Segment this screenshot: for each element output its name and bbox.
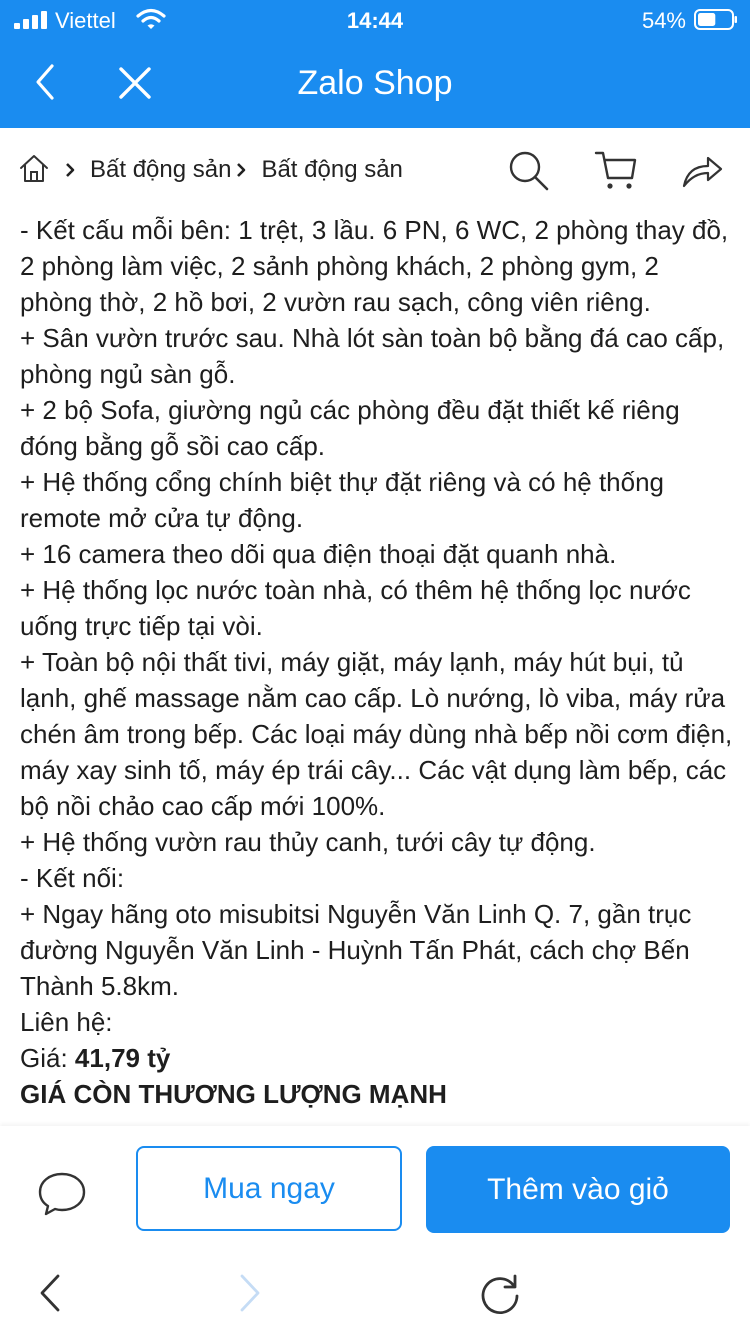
cart-icon[interactable] [594,148,638,192]
description-line: + Hệ thống cổng chính biệt thự đặt riêng và có hệ thống remote mở cửa tự động. [20,467,665,533]
description-line: + 16 camera theo dõi qua điện thoại đặt quanh nhà. [20,539,617,569]
description-line: + Sân vườn trước sau. Nhà lót sàn toàn bộ bằng đá cao cấp, phòng ngủ sàn gỗ. [20,323,725,389]
description-line: + Hệ thống vườn rau thủy canh, tưới cây tự động. [20,827,596,857]
breadcrumb-item-2[interactable]: Bất động sản [261,156,403,183]
description-line: + Hệ thống lọc nước toàn nhà, có thêm hệ thống lọc nước uống trực tiếp tại vòi. [20,575,691,641]
action-bar [0,1126,750,1244]
add-to-cart-button[interactable]: Thêm vào giỏ [426,1146,730,1233]
status-bar [0,0,750,40]
home-icon[interactable] [18,152,50,184]
chevron-left-icon[interactable] [36,1272,64,1314]
description-line: Liên hệ: [20,1007,113,1037]
battery-percent: 54% [641,8,686,33]
status-time: 14:44 [346,8,404,33]
negotiable-note: GIÁ CÒN THƯƠNG LƯỢNG MẠNH [20,1079,447,1109]
price-value: 41,79 tỷ [74,1043,171,1073]
search-icon[interactable] [506,148,550,192]
app-header [0,0,750,128]
breadcrumb-item-1[interactable]: Bất động sản [90,156,232,183]
buy-now-button[interactable]: Mua ngay [136,1146,402,1231]
carrier-name: Viettel [55,8,116,33]
nav-row [0,40,750,128]
breadcrumb [62,156,403,184]
chat-icon[interactable] [36,1168,88,1218]
reload-icon[interactable] [478,1272,522,1316]
description-line: - Kết cấu mỗi bên: 1 trệt, 3 lầu. 6 PN, 6 WC, 2 phòng thay đồ, 2 phòng làm việc, 2 sảnh phòng khách, 2 phòng gym, 2 phòng thờ, 2 hồ bơi, 2 vườn rau sạch, công viên riêng. [20,215,729,317]
price-label: Giá: [20,1043,75,1073]
battery-icon [694,9,738,30]
description-line: + 2 bộ Sofa, giường ngủ các phòng đều đặt thiết kế riêng đóng bằng gỗ sồi cao cấp. [20,395,680,461]
page-title: Zalo Shop [297,64,453,102]
description-line: - Kết nối: [20,863,125,893]
browser-toolbar [0,1244,750,1334]
product-description [20,212,736,1112]
chevron-right-icon [233,162,249,178]
chevron-right-icon [236,1272,264,1314]
chevron-right-icon [62,162,78,178]
description-line: + Ngay hãng oto misubitsi Nguyễn Văn Linh Q. 7, gần trục đường Nguyễn Văn Linh - Huỳnh Tấn Phát, cách chợ Bến Thành 5.8km. [20,899,692,1001]
share-icon[interactable] [680,148,724,192]
breadcrumb-toolbar [0,128,750,212]
price-line [20,1040,736,1076]
description-line: + Toàn bộ nội thất tivi, máy giặt, máy lạnh, máy hút bụi, tủ lạnh, ghế massage nằm cao cấp. Lò nướng, lò viba, máy rửa chén âm trong bếp. Các loại máy dùng nhà bếp nồi cơm điện, máy xay sinh tố, máy ép trái cây... Các vật dụng làm bếp, các bộ nồi chảo cao cấp mới 100%. [20,647,733,821]
